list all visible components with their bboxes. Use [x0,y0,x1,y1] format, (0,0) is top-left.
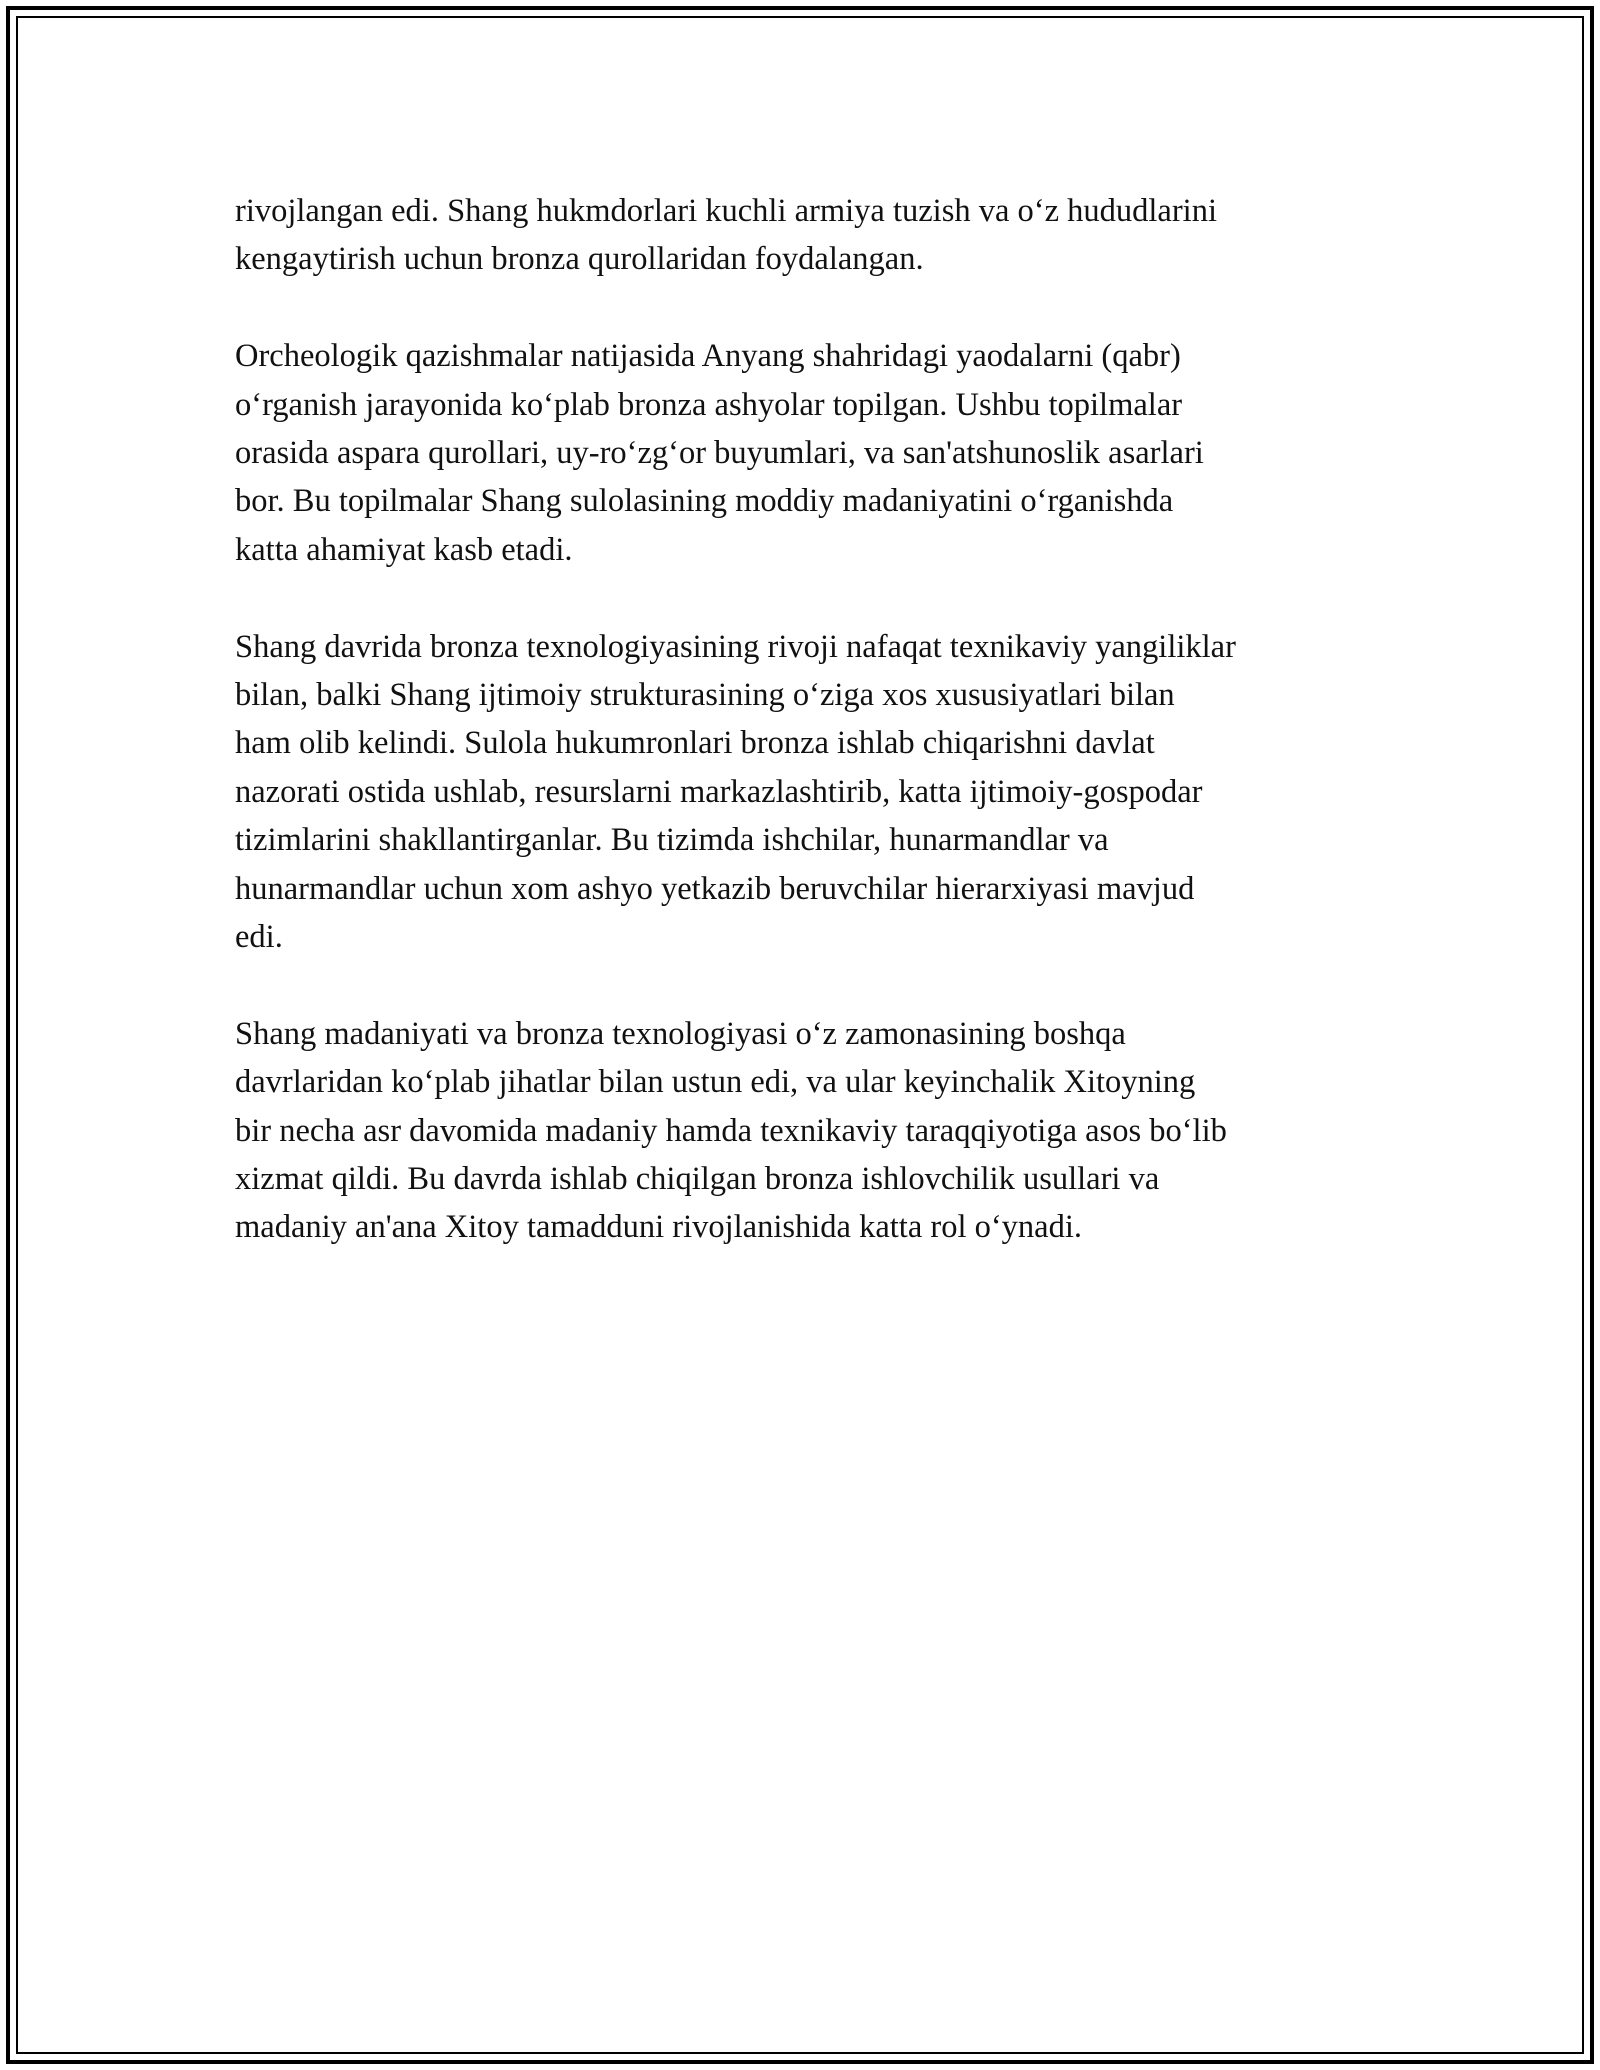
paragraph-2 [235,332,1375,574]
text-line: edi. [235,919,283,956]
text-line: Orcheologik qazishmalar natijasida Anyang shahridagi yaodalarni (qabr) [235,338,1181,375]
paragraph-1 [235,187,1375,284]
text-line: bilan, balki Shang ijtimoiy strukturasining o‘ziga xos xususiyatlari bilan [235,677,1175,714]
text-line: hunarmandlar uchun xom ashyo yetkazib beruvchilar hierarxiyasi mavjud [235,870,1195,907]
text-line: Shang davrida bronza texnologiyasining rivoji nafaqat texnikaviy yangiliklar [235,628,1236,665]
paragraph-4 [235,1010,1375,1252]
document-body [235,187,1375,1300]
text-line: katta ahamiyat kasb etadi. [235,531,573,568]
text-line: bor. Bu topilmalar Shang sulolasining moddiy madaniyatini o‘rganishda [235,483,1174,520]
text-line: bir necha asr davomida madaniy hamda texnikaviy taraqqiyotiga asos bo‘lib [235,1112,1227,1149]
text-line: o‘rganish jarayonida ko‘plab bronza ashyolar topilgan. Ushbu topilmalar [235,386,1183,423]
text-line: tizimlarini shakllantirganlar. Bu tizimda ishchilar, hunarmandlar va [235,822,1109,859]
text-line: rivojlangan edi. Shang hukmdorlari kuchli armiya tuzish va o‘z hududlarini [235,193,1217,229]
text-line: nazorati ostida ushlab, resurslarni markazlashtirib, katta ijtimoiy-gospodar [235,773,1203,810]
text-line: kengaytirish uchun bronza qurollaridan foydalangan. [235,241,924,278]
paragraph-3 [235,623,1375,962]
text-line: xizmat qildi. Bu davrda ishlab chiqilgan bronza ishlovchilik usullari va [235,1161,1160,1198]
text-line: davrlaridan ko‘plab jihatlar bilan ustun edi, va ular keyinchalik Xitoyning [235,1064,1196,1101]
text-line: madaniy an'ana Xitoy tamadduni rivojlanishida katta rol o‘ynadi. [235,1209,1083,1246]
text-line: ham olib kelindi. Sulola hukumronlari bronza ishlab chiqarishni davlat [235,725,1155,762]
text-line: Shang madaniyati va bronza texnologiyasi o‘z zamonasining boshqa [235,1015,1126,1052]
text-line: orasida aspara qurollari, uy-ro‘zg‘or buyumlari, va san'atshunoslik asarlari [235,435,1204,472]
